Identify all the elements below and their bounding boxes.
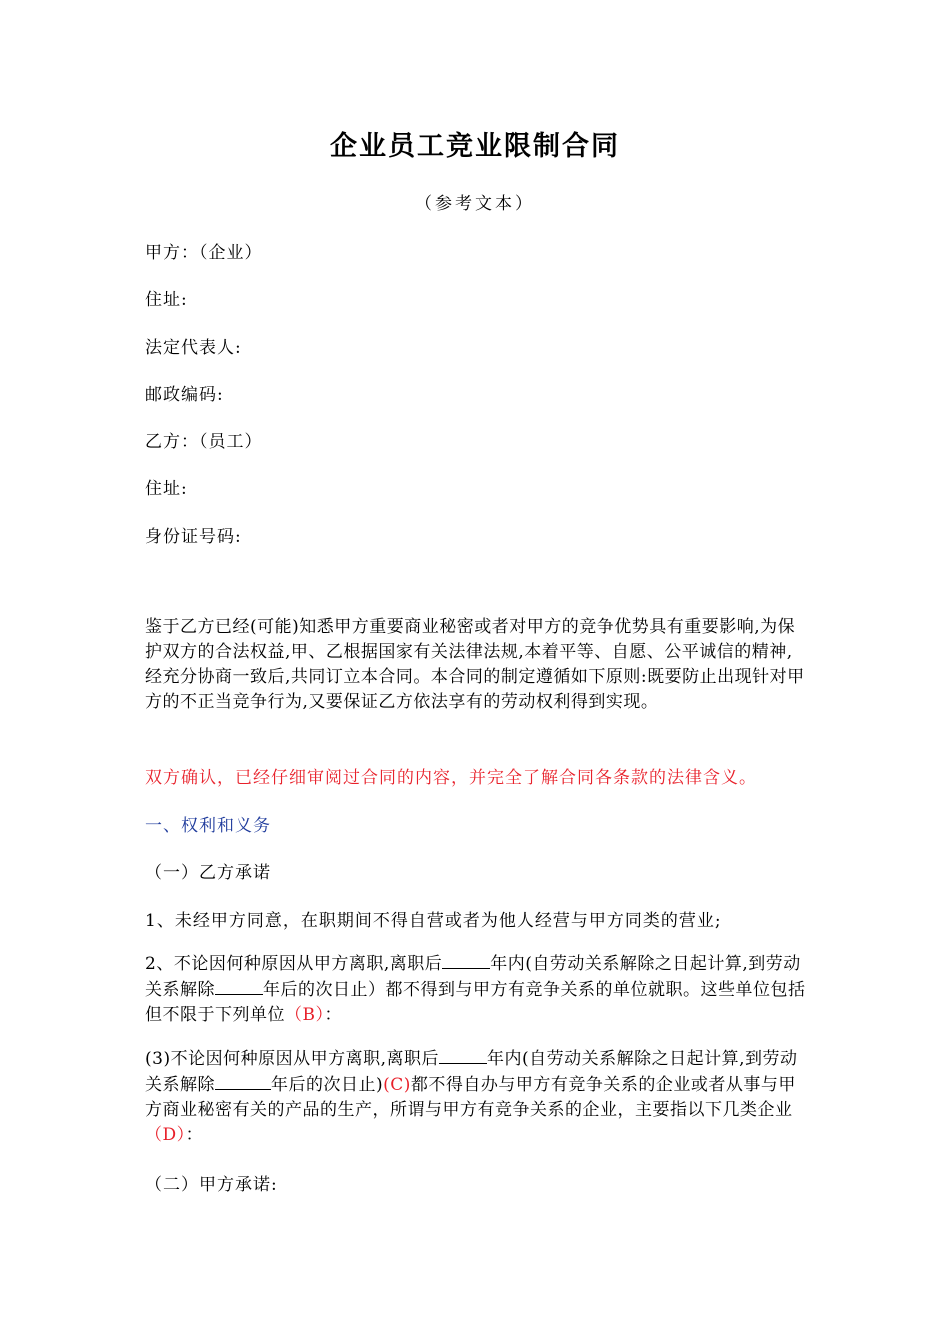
party-a-postal-code: 邮政编码: [145, 385, 224, 405]
item-2-text-3: 年后的次日止）都不得到与甲方有竞争关系的单位就职。这些单位包括但不限于下列单位 [145, 980, 806, 1025]
confirmation-statement: 双方确认，已经仔细审阅过合同的内容，并完全了解合同各条款的法律含义。 [145, 768, 757, 788]
item-2-mark-b: （B） [285, 1005, 325, 1025]
sub-1-heading: （一）乙方承诺 [145, 863, 271, 883]
item-3-text-5: ： [185, 1125, 204, 1145]
party-a-label: 甲方：（企业） [145, 243, 263, 263]
item-2-text-2: 年内(自劳动关系解除之日起计算,到劳动关系解除 [145, 954, 801, 1000]
party-a-address: 住址: [145, 290, 188, 310]
item-3-text-3: 年后的次日止) [271, 1075, 384, 1095]
party-a-legal-rep: 法定代表人: [145, 338, 242, 358]
document-subtitle: （参考文本） [415, 194, 535, 214]
sub-2-heading: （二）甲方承诺: [145, 1175, 278, 1195]
clause-item-1: 1、未经甲方同意，在职期间不得自营或者为他人经营与甲方同类的营业; [145, 911, 722, 931]
party-b-id-number: 身份证号码: [145, 527, 242, 547]
blank-field[interactable] [215, 977, 263, 995]
item-3-text-1: (3)不论因何种原因从甲方离职,离职后 [145, 1049, 439, 1069]
document-title: 企业员工竞业限制合同 [330, 131, 620, 162]
item-3-mark-c: (C) [383, 1075, 411, 1095]
preamble-paragraph: 鉴于乙方已经(可能)知悉甲方重要商业秘密或者对甲方的竞争优势具有重要影响,为保护双方的合法权益,甲、乙根据国家有关法律法规,本着平等、自愿、公平诚信的精神,经充分协商一致后,共同订立本合同。本合同的制定遵循如下原则:既要防止出现针对甲方的不正当竞争行为,又要保证乙方依法享有的劳动权利得到实现。 [145, 617, 805, 712]
clause-item-3 [145, 1046, 810, 1148]
blank-field[interactable] [442, 951, 490, 969]
party-b-address: 住址: [145, 479, 188, 499]
item-3-text-2: 年内(自劳动关系解除之日起计算,到劳动关系解除 [145, 1049, 798, 1095]
item-2-text-1: 2、不论因何种原因从甲方离职,离职后 [145, 954, 443, 974]
section-1-heading: 一、权利和义务 [145, 816, 271, 836]
party-b-label: 乙方：（员工） [145, 432, 263, 452]
blank-field[interactable] [439, 1046, 487, 1064]
blank-field[interactable] [215, 1072, 271, 1090]
clause-item-2 [145, 951, 810, 1028]
item-3-mark-d: （D） [145, 1125, 186, 1145]
item-3-text-4: 都不得自办与甲方有竞争关系的企业或者从事与甲方商业秘密有关的产品的生产，所谓与甲方有竞争关系的企业，主要指以下几类企业 [145, 1075, 796, 1120]
item-2-text-4: ： [324, 1005, 342, 1025]
